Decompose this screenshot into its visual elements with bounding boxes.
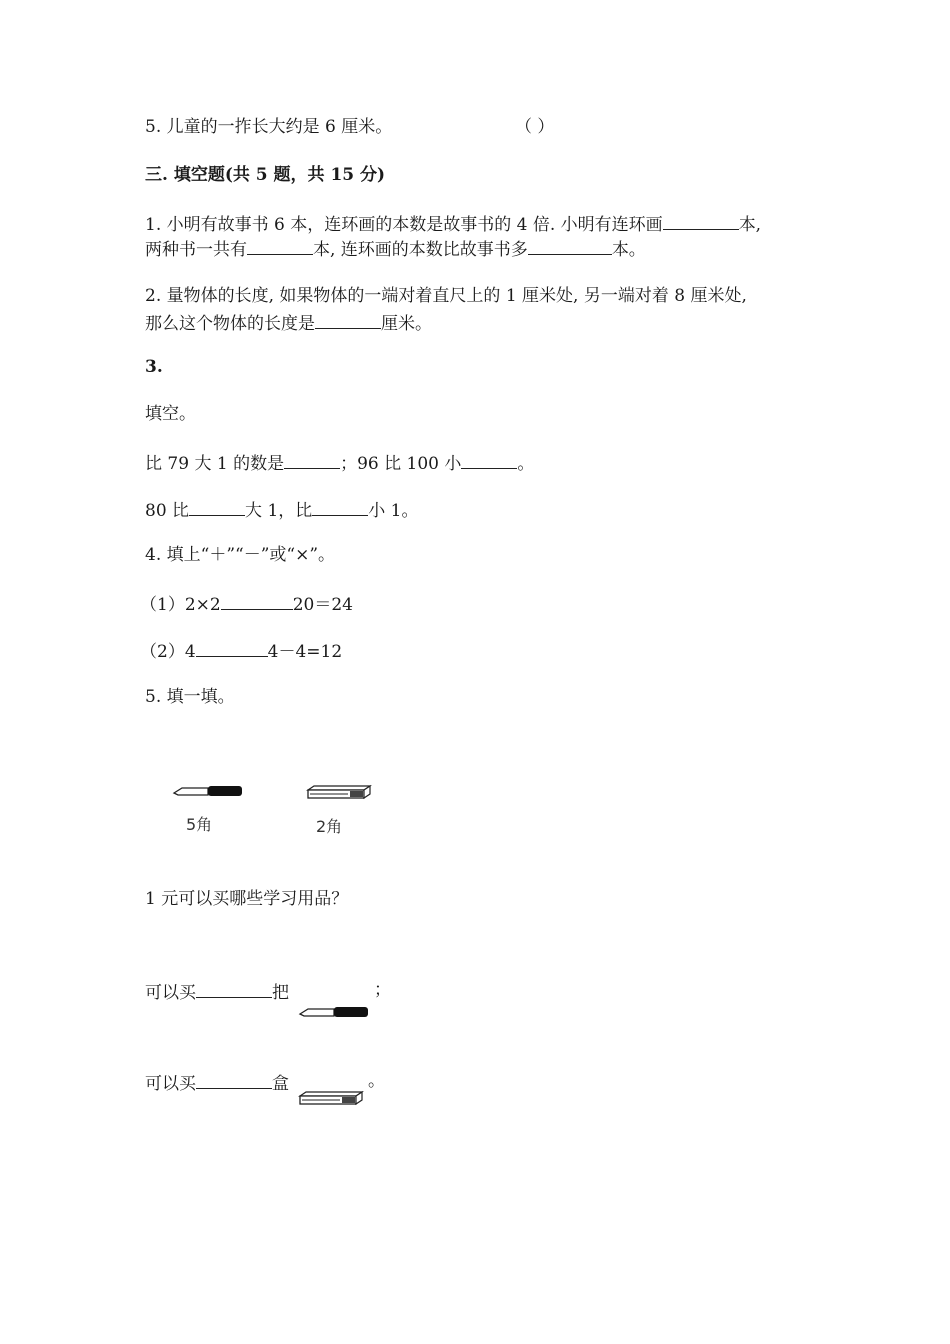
q1-line1: 1. 小明有故事书 6 本，连环画的本数是故事书的 4 倍. 小明有连环画 本, — [145, 211, 761, 236]
eraser-box-icon — [298, 1090, 364, 1106]
section-title: 三. 填空题(共 5 题，共 15 分) — [145, 165, 386, 185]
q4-item-1: （1）2×2 20＝24 — [140, 591, 353, 616]
utility-knife-icon — [298, 1003, 372, 1021]
tf-question-5-text: 5. 儿童的一拃长大约是 6 厘米。 — [145, 117, 393, 137]
q2-blank-length[interactable] — [315, 310, 381, 329]
q3-line1: 比 79 大 1 的数是 ；96 比 100 小 。 — [145, 450, 534, 475]
utility-knife-icon — [172, 782, 246, 800]
q3-instruction: 填空。 — [145, 404, 196, 424]
q5-question: 1 元可以买哪些学习用品？ — [145, 889, 349, 909]
q5-blank-knives[interactable] — [196, 979, 272, 998]
q1-line2: 两种书一共有 本, 连环画的本数比故事书多 本。 — [145, 236, 646, 261]
q5-answer-2: 可以买 盒 — [145, 1070, 289, 1095]
q3-number: 3. — [145, 357, 163, 377]
q3-blank-1[interactable] — [284, 450, 340, 469]
q3-blank-2[interactable] — [461, 450, 517, 469]
q2-line2: 那么这个物体的长度是 厘米。 — [145, 310, 432, 335]
q1-blank-comics[interactable] — [663, 211, 739, 230]
answer-parentheses[interactable]: （ ） — [515, 117, 555, 137]
q5-answer-1: 可以买 把 — [145, 979, 289, 1004]
q1-blank-difference[interactable] — [528, 236, 612, 255]
q3-blank-3[interactable] — [189, 497, 245, 516]
q3-line2: 80 比 大 1，比 小 1。 — [145, 497, 419, 522]
q3-blank-4[interactable] — [312, 497, 368, 516]
eraser-price-label: 2角 — [316, 817, 343, 836]
knife-price-label: 5角 — [186, 815, 213, 834]
q5-answer-1-end: ； — [374, 980, 391, 1000]
q5-title: 5. 填一填。 — [145, 687, 235, 707]
q4-item-2: （2）4 4－4=12 — [140, 638, 342, 663]
eraser-box-icon — [306, 784, 372, 800]
q5-answer-2-end: 。 — [368, 1071, 385, 1091]
q4-title: 4. 填上“＋”“－”或“×”。 — [145, 545, 336, 565]
q2-line1: 2. 量物体的长度, 如果物体的一端对着直尺上的 1 厘米处, 另一端对着 8 厘米处, — [145, 286, 747, 306]
q4-blank-2[interactable] — [196, 638, 268, 657]
tf-question-5 — [145, 116, 392, 138]
q1-blank-total[interactable] — [247, 236, 313, 255]
q4-blank-1[interactable] — [221, 591, 293, 610]
q5-blank-erasers[interactable] — [196, 1070, 272, 1089]
